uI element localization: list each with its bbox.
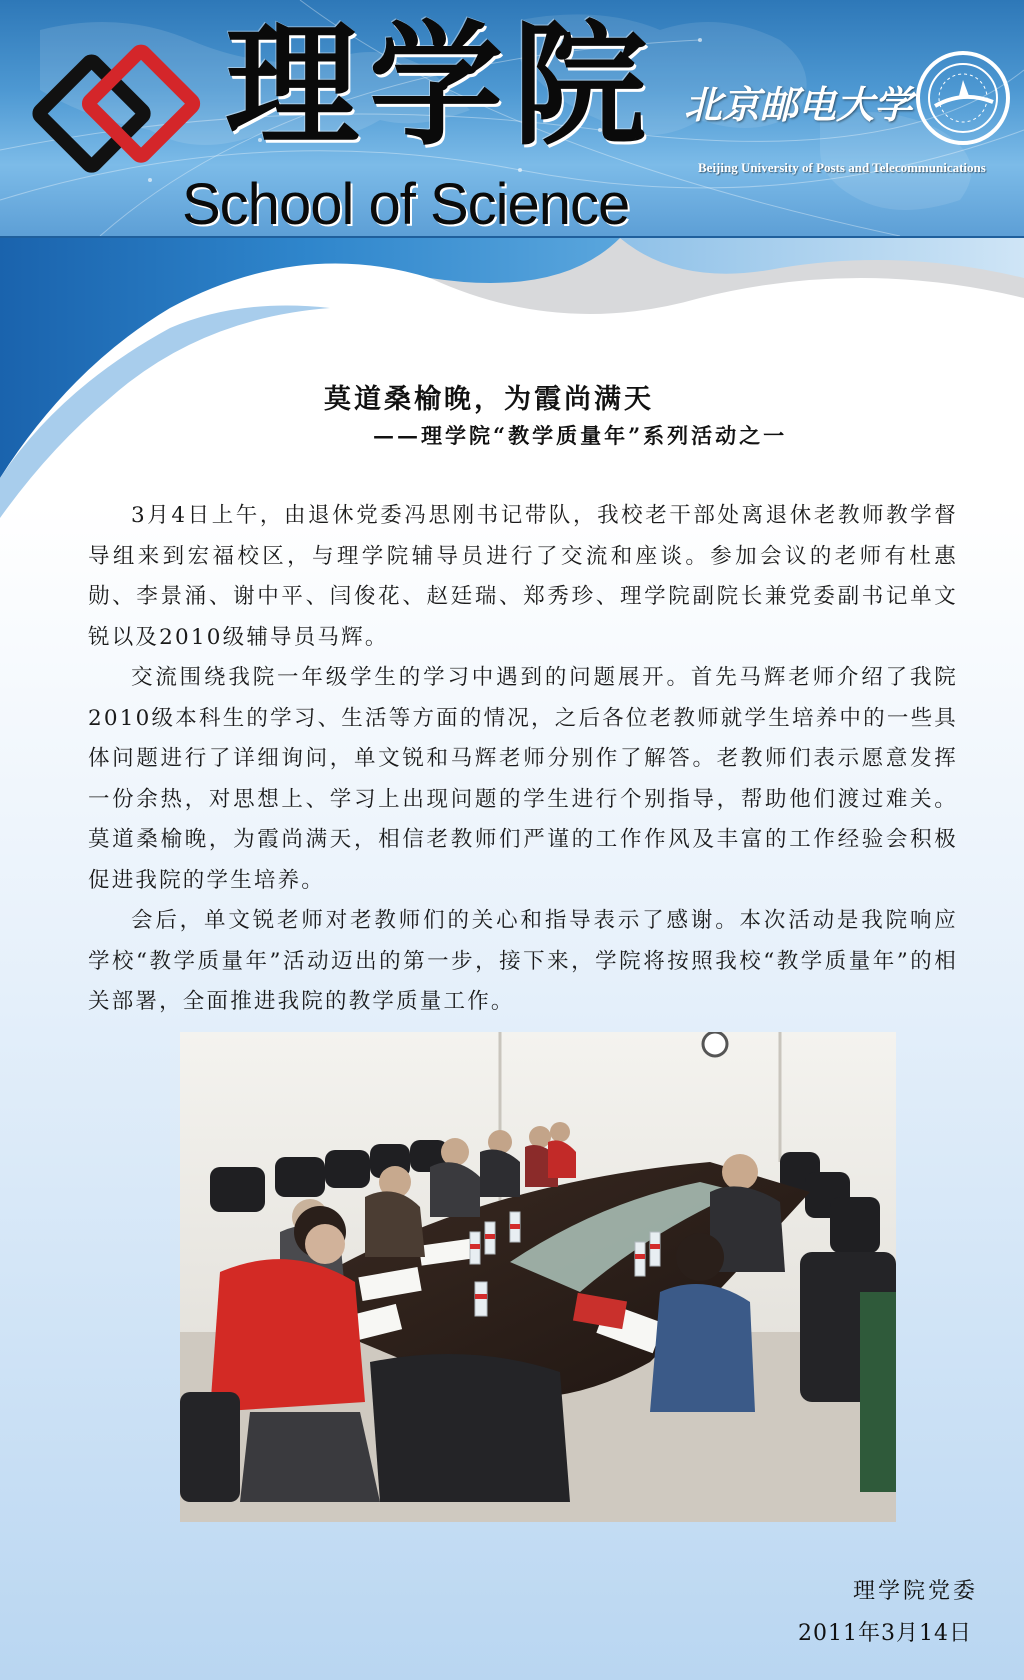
university-seal-icon <box>915 50 1011 146</box>
school-name-english: School of Science <box>182 172 630 236</box>
signature-date: 2011年3月14日 <box>798 1621 972 1646</box>
school-name-chinese: 理学院 <box>225 6 658 164</box>
paragraph-3: 会后，单文锐老师对老教师们的关心和指导表示了感谢。本次活动是我院响应学校“教学质量年”活动迈出的第一步，接下来，学院将按照我校“教学质量年”的相关部署，全面推进我院的教学质量工作。 <box>88 908 958 1014</box>
university-name-chinese: 北京邮电大学 <box>684 82 913 127</box>
school-banner <box>0 0 1024 236</box>
paragraph-1: 3月4日上午，由退休党委冯思刚书记带队，我校老干部处离退休老教师教学督导组来到宏福校区，与理学院辅导员进行了交流和座谈。参加会议的老师有杜惠勋、李景涌、谢中平、闫俊花、赵廷瑞、郑秀珍、理学院副院长兼党委副书记单文锐以及2010级辅导员马辉。 <box>88 503 958 650</box>
meeting-photo <box>180 1032 896 1522</box>
headline-text: 莫道桑榆晚，为霞尚满天 <box>324 384 654 415</box>
university-name-english: Beijing University of Posts and Telecommunications <box>698 160 986 175</box>
article-body <box>88 496 958 1023</box>
article-subtitle: ——理学院“教学质量年”系列活动之一 <box>373 423 788 448</box>
signature-organization: 理学院党委 <box>852 1579 978 1604</box>
paragraph-2: 交流围绕我院一年级学生的学习中遇到的问题展开。首先马辉老师介绍了我院2010级本科生的学习、生活等方面的情况，之后各位老教师就学生培养中的一些具体问题进行了详细询问，单文锐和马辉老师分别作了解答。老教师们表示愿意发挥一份余热，对思想上、学习上出现问题的学生进行个别指导，帮助他们渡过难关。莫道桑榆晚，为霞尚满天，相信老教师们严谨的工作作风及丰富的工作经验会积极促进我院的学生培养。 <box>88 665 958 893</box>
wall-clock-icon <box>703 1032 727 1056</box>
article-headline <box>0 377 1024 416</box>
school-logo-icon <box>22 40 212 190</box>
